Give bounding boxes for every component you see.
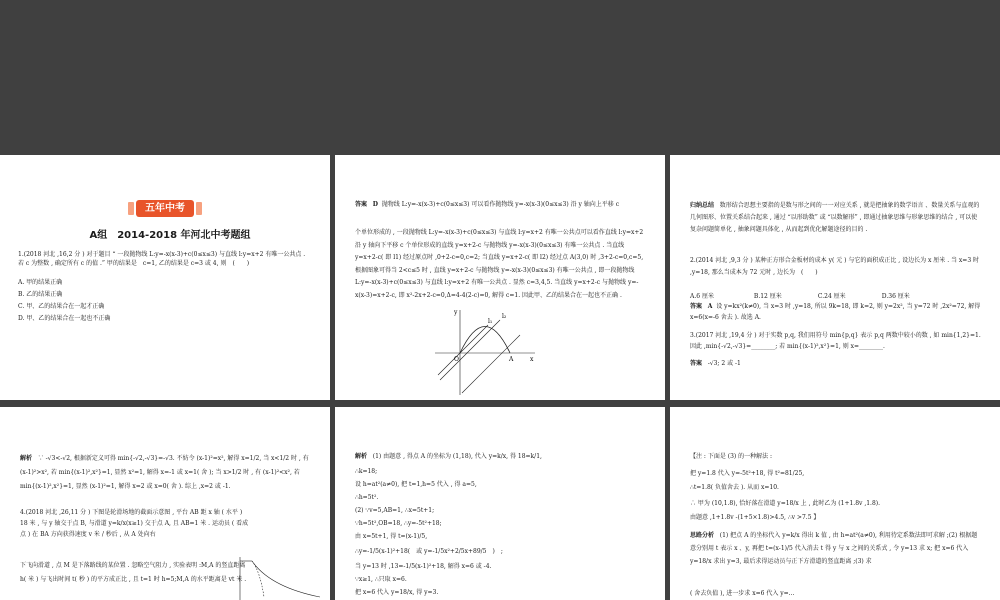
answer-2-text: 设 y=kx²(k≠0), 当 x=3 时 ,y=18, 所以 9k=18, 即 k=2, 则 y=2x², 当 y=72 时 ,2x²=72, 解得 x=6(x=-6 舍去 ). 故选 A. [690,303,981,321]
analysis-4-line-3: ∴h=5t². [355,494,379,501]
analysis-4-line-6: 由 x=5t+1, 得 t=(x-1)/5, [355,533,428,540]
q2-option-d: D.36 厘米 [881,293,910,300]
analysis-4-line-4: (2) ∵v=5,AB=1, ∴x=5t+1; [355,507,435,514]
answer-text: 抛物线 L:y=-x(x-3)+c(0≤x≤3) 可以看作抛物线 y=-x(x-3)(0≤x≤3) 沿 y 轴向上平移 c [381,201,620,208]
answer-3-block [690,359,982,368]
question-1-text: 1.(2018 河北 ,16,2 分 ) 对于题目 “ 一段抛物线 L:y=-x(x-3)+c(0≤x≤3) 与直线 l:y=x+2 有唯一公共点 . 若 c 为整数 , 确定所有 c 的值 .” 甲的结果是 c=1, 乙的结果是 c=3 或 4, 则 ( ) [18,251,306,267]
flight-path [252,561,264,597]
question-4-text-2: 下飞向滑道 , 点 M 是下落路线的某位置 . 忽略空气阻力 , 实验表明 :M,A 的竖直距离 h( 米 ) 与飞出时间 t( 秒 ) 的平方成正比 , 且 t=1 时 h=5;M,A 的水平距离是 vt 米 . [20,562,247,583]
label-l2: l₂ [502,313,507,320]
answer-1-body: 个单位形成的 , 一段抛物线 L:y=-x(x-3)+c(0≤x≤3) 与直线 l:y=x+2 有唯一公共点可以看作直线 l:y=x+2 沿 y 轴向下平移 c 个单位形成的直线 y=x+2-c 与抛物线 y=-x(x-3)(0≤x≤3) 有唯一公共点 . 当直线 y=x+2-c( 即 l1) 经过原点时 ,0+2-c=0,c=2; 当直线 y=x+2-c( 即 l2) 经过点 A(3,0) 时 ,3+2-c=0,c=5, 根据图象可得当 2<c≤5 时 , 直线 y=x+2-c 与抛物线 y=-x(x-3)(0≤x≤3) 有唯一公共点 , 即一段抛物线 L:y=-x(x-3)+c(0≤x≤3) 与直线 l:y=x+2 有唯一公共点 . 显然 c=3,4,5. 当直线 y=x+2-c 与抛物线 y=-x(x-3)=x+2-c, 即 x²-2x+2-c=0,Δ=4-4(2-c)=0, 解得 c=1. 因此甲、乙的结果合在一起也不正确 . [355,229,644,299]
thinking-text: (1) 把点 A 的坐标代入 y=k/x 得出 k 值 , 由 h=at²(a≠0), 利用待定系数法即可求解 ;(2) 根据题意分别用 t 表示 x 、y, 再把 t=(x-1)/5 代入消去 t 得 y 与 x 之间的关系式 , 令 y=13 求 x; 把 x=6 代入 y=18/x 求出 y=3, 最后求得运动员与正下方滑道的竖直距离 ;(3) 求 [690,532,978,565]
label-y: y [454,309,458,316]
option-a: A. 甲的结果正确 [18,279,63,286]
group-title: A组 2014-2018 年河北中考题组 [89,230,251,241]
analysis-4-line-10: 把 x=6 代入 y=18/x, 得 y=3. [355,589,439,596]
option-c: C. 甲、乙的结果合在一起才正确 [18,303,105,310]
option-b: B. 乙的结果正确 [18,291,63,298]
slope-curve [252,561,320,597]
slide-question-1 [0,155,330,400]
answer-2-label: 答案 [690,303,703,310]
answer-2-letter: A [707,303,713,310]
parabola-curve [460,327,510,354]
answer-label: 答案 [355,201,368,208]
note-line-0: 把 y=1.8 代入 y=-5t²+18, 得 t²=81/25, [690,470,805,477]
section-badge: 五年中考 [136,200,194,217]
analysis-4-line-0 [355,452,647,461]
summary-label: 归纳总结 [690,202,715,209]
summary-text: 数形结合思想主要指的是数与形之间的一一对应关系 , 就是把抽象的数学语言 、数量关系与直观的几何图形、位置关系结合起来 , 通过 “以形助数” 或 “以数解形” , 即通过抽象思维与形象思维的结合 , 可以使复杂问题简单化 , 抽象问题具体化 , 从而起到优化解题途径的目的 . [690,202,980,233]
analysis-4-text-0: (1) 由题意 , 得点 A 的坐标为 (1,18), 代入 y=k/x, 得 18=k/1, [372,453,542,460]
slide-analysis-q3-q4 [0,407,330,600]
q2-option-c: C.24 厘米 [817,293,846,300]
analysis-3-text: ∵ -√3<-√2, 根据新定义可得 min{-√2,-√3}=-√3. 不妨令 (x-1)²=x², 解得 x=1/2, 当 x<1/2 时 , 有 (x-1)²>x², 若 min{(x-1)²,x²}=1, 显然 x²=1, 解得 x=-1 或 x=1( 舍 ); 当 x>1/2 时 , 有 (x-1)²<x², 若 min{(x-1)²,x²}=1, 显然 (x-1)²=1, 解得 x=2 或 x=0( 舍 ). 综上 ,x=2 或 -1. [20,455,309,490]
slide-note-thinking [670,407,1000,600]
q2-option-b: B.12 厘米 [753,293,782,300]
answer-2-block [690,301,982,323]
q2-option-a: A.6 厘米 [690,293,714,300]
option-d: D. 甲、乙的结果合在一起也不正确 [18,315,111,322]
analysis-4-line-2: 设 h=at²(a≠0), 把 t=1,h=5 代入 , 得 a=5, [355,481,477,488]
label-origin: O [454,356,459,363]
analysis-3-block [20,452,312,494]
thinking-label: 思路分析 [690,532,715,539]
thinking-block [690,529,982,568]
thinking-tail: ( 舍去负值 ), 进一步求 x=6 代入 y=... [690,590,795,597]
analysis-4-line-7: ∴y=-1/5(x-1)²+18( 或 y=-1/5x²+2/5x+89/5 ) ; [355,548,503,555]
label-x: x [530,356,534,363]
question-4-text: 4.(2018 河北 ,26,11 分 ) 下图是轮滑场地的截面示意图 , 平台 AB 距 x 轴 ( 水平 ) 18 米 , 与 y 轴交于点 B, 与滑道 y=k/x(x≥1) 交于点 A, 且 AB=1 米 . 运动员 ( 看成点 ) 在 BA 方向获得速度 v 米 / 秒后 , 从 A 处向右 [20,509,249,538]
analysis-4-label: 解析 [355,453,368,460]
answer-3-label: 答案 [690,360,703,367]
question-2-options [690,292,982,301]
analysis-4-line-5: ∵h=5t²,OB=18, ∴y=-5t²+18; [355,520,442,527]
analysis-4-line-8: 当 y=13 时 ,13=-1/5(x-1)²+18, 解得 x=6 或 -4. [355,563,492,570]
note-header: 【注 : 下面是 (3) 的一种解法 : [690,453,773,460]
answer-3-text: -√3; 2 或 -1 [707,360,741,367]
ski-slope-graph [230,557,325,600]
label-a: A [509,356,514,363]
note-line-1: ∴t=1.8( 负值舍去 ). 从而 x=10. [690,484,779,491]
note-line-2: ∴ 甲为 (10,1.8), 恰好落在滑道 y=18/x 上 , 此时乙为 (1+1.8v ,1.8). [690,500,881,507]
line-l2 [440,320,500,380]
summary-block [690,200,982,236]
note-line-3: 由题意 ,1+1.8v -(1+5×1.8)>4.5, ∴v >7.5 】 [690,514,820,521]
question-2-text: 2.(2014 河北 ,9,3 分 ) 某种正方形合金板材的成本 y( 元 ) 与它的面积成正比 , 设边长为 x 厘米 . 当 x=3 时 ,y=18, 那么当成本为 72 元时 , 边长为 ( ) [690,257,980,276]
label-l1: l₁ [488,318,493,325]
answer-letter: D [372,201,378,208]
line-l1 [438,325,488,375]
analysis-label: 解析 [20,455,33,462]
slide-analysis-q4 [335,407,665,600]
line-shift [462,335,520,393]
analysis-4-line-1: ∴k=18; [355,468,378,475]
analysis-4-line-9: ∵x≥1, ∴只取 x=6. [355,576,407,583]
question-3-text: 3.(2017 河北 ,19,4 分 ) 对于实数 p,q, 我们用符号 min{p,q} 表示 p,q 两数中较小的数 , 如 min{1,2}=1. 因此 ,min{-√2,-√3}=________; 若 min{(x-1)²,x²}=1, 则 x=________. [690,332,981,350]
parabola-graph [430,305,540,400]
answer-1-block [355,200,647,209]
slide-answer-1 [335,155,665,400]
slide-summary-q2-q3 [670,155,1000,400]
